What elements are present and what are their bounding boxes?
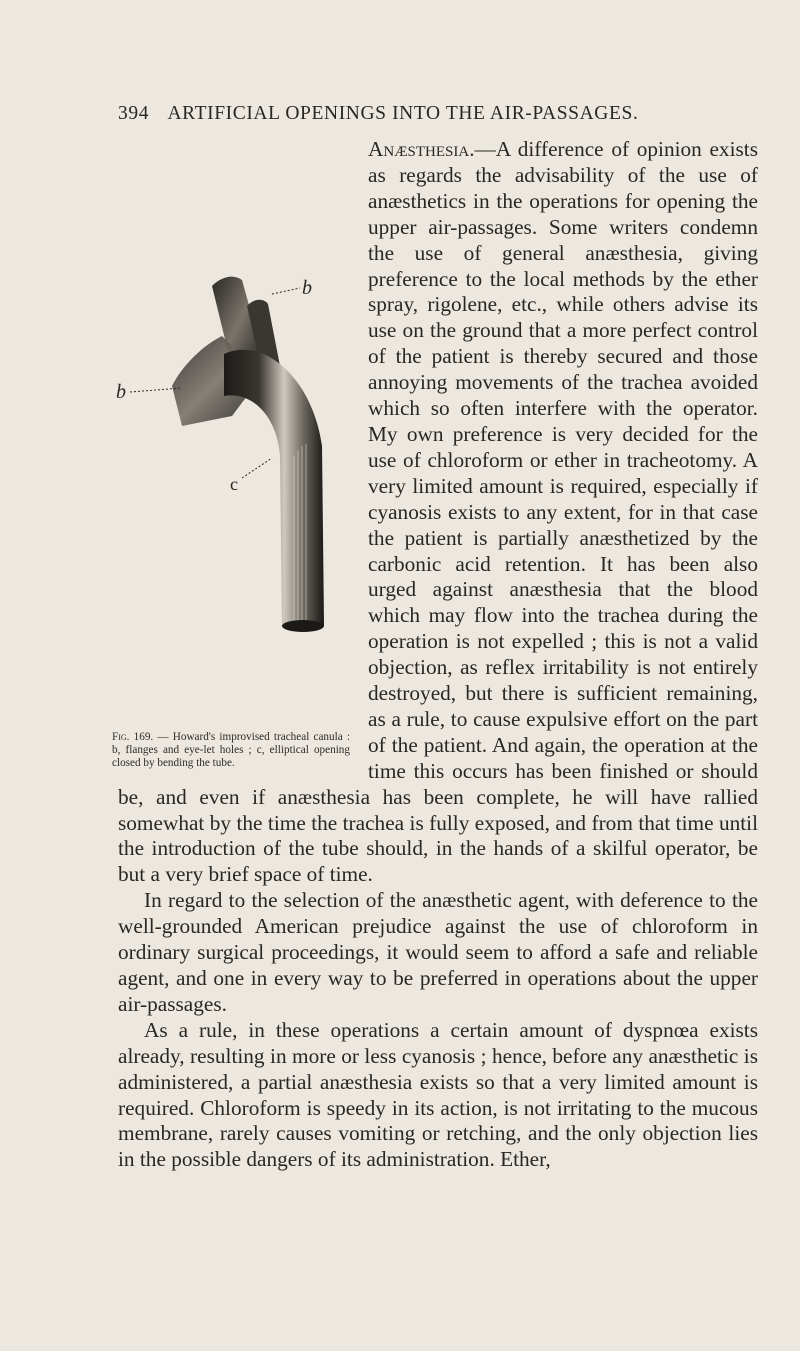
figure-caption [112,731,350,771]
running-title: ARTIFICIAL OPENINGS INTO THE AIR-PASSAGES. [167,103,639,124]
paragraph-rule: As a rule, in these operations a certain amount of dyspnœa exists already, resulting in more or less cyanosis ; hence, before any anæsthetic is administered, a partial anæsthesia exists so that a very limited amount is required. Chloroform is speedy in its action, is not irritating to the mucous membrane, rarely causes vomiting or retching, and the only objection lies in the possible dangers of its administration. Ether, [118,1017,758,1172]
label-b-left: b [116,381,126,403]
figure-number: Fig. 169. [112,731,154,743]
label-c: c [230,474,238,494]
figure-169 [112,266,358,786]
page-number: 394 [118,103,150,124]
running-header [118,103,778,125]
paragraph-selection: In regard to the selection of the anæsthetic agent, with deference to the well-grounded American prejudice against the use of chloroform in ordinary surgical proceedings, it would seem to afford a safe and reliable agent, and one in every way to be preferred in operations about the upper air-passages. [118,888,758,1016]
tracheal-canula-illustration [112,266,358,638]
label-b-right: b [302,277,312,299]
paragraph-1-text: —A difference of opinion exists as regards the advisability of the use of anæsthetics in the operations for opening the upper air-passages. Some writers condemn the use of general anæsthesia, giving preference to the local methods by the ether spray, rigolene, etc., while others advise its use on the ground that a more perfect control of the patient is thereby secured and those annoying movements of the trachea avoided which so often interfere with the operator. My own preference is very decided for the use of chloroform or ether in tracheotomy. A very limited amount is required, especially if cyanosis exists to any extent, for in that case the patient is partially anæsthetized by the carbonic acid retention. It has been also urged against anæsthesia that the blood which may flow into the trachea during the operation is not expelled ; this is not a valid objection, as reflex irritability is not entirely destroyed, but there is sufficient remaining, as a rule, to cause expulsive effort on the part of the patient. And again, the operation at the time this occurs has been finished or should be, and even if anæsthesia has been complete, he will have rallied somewhat by the time the trachea is fully exposed, and from that time until the introduction of the tube should, in the hands of a skilful operator, be but a very brief space of time. [118,137,758,887]
figure-caption-text: — Howard's improvised tracheal canula : b, flanges and eye-let holes ; c, elliptical opening closed by bending the tube. [112,731,350,770]
section-lead: Anæsthesia. [368,137,475,161]
